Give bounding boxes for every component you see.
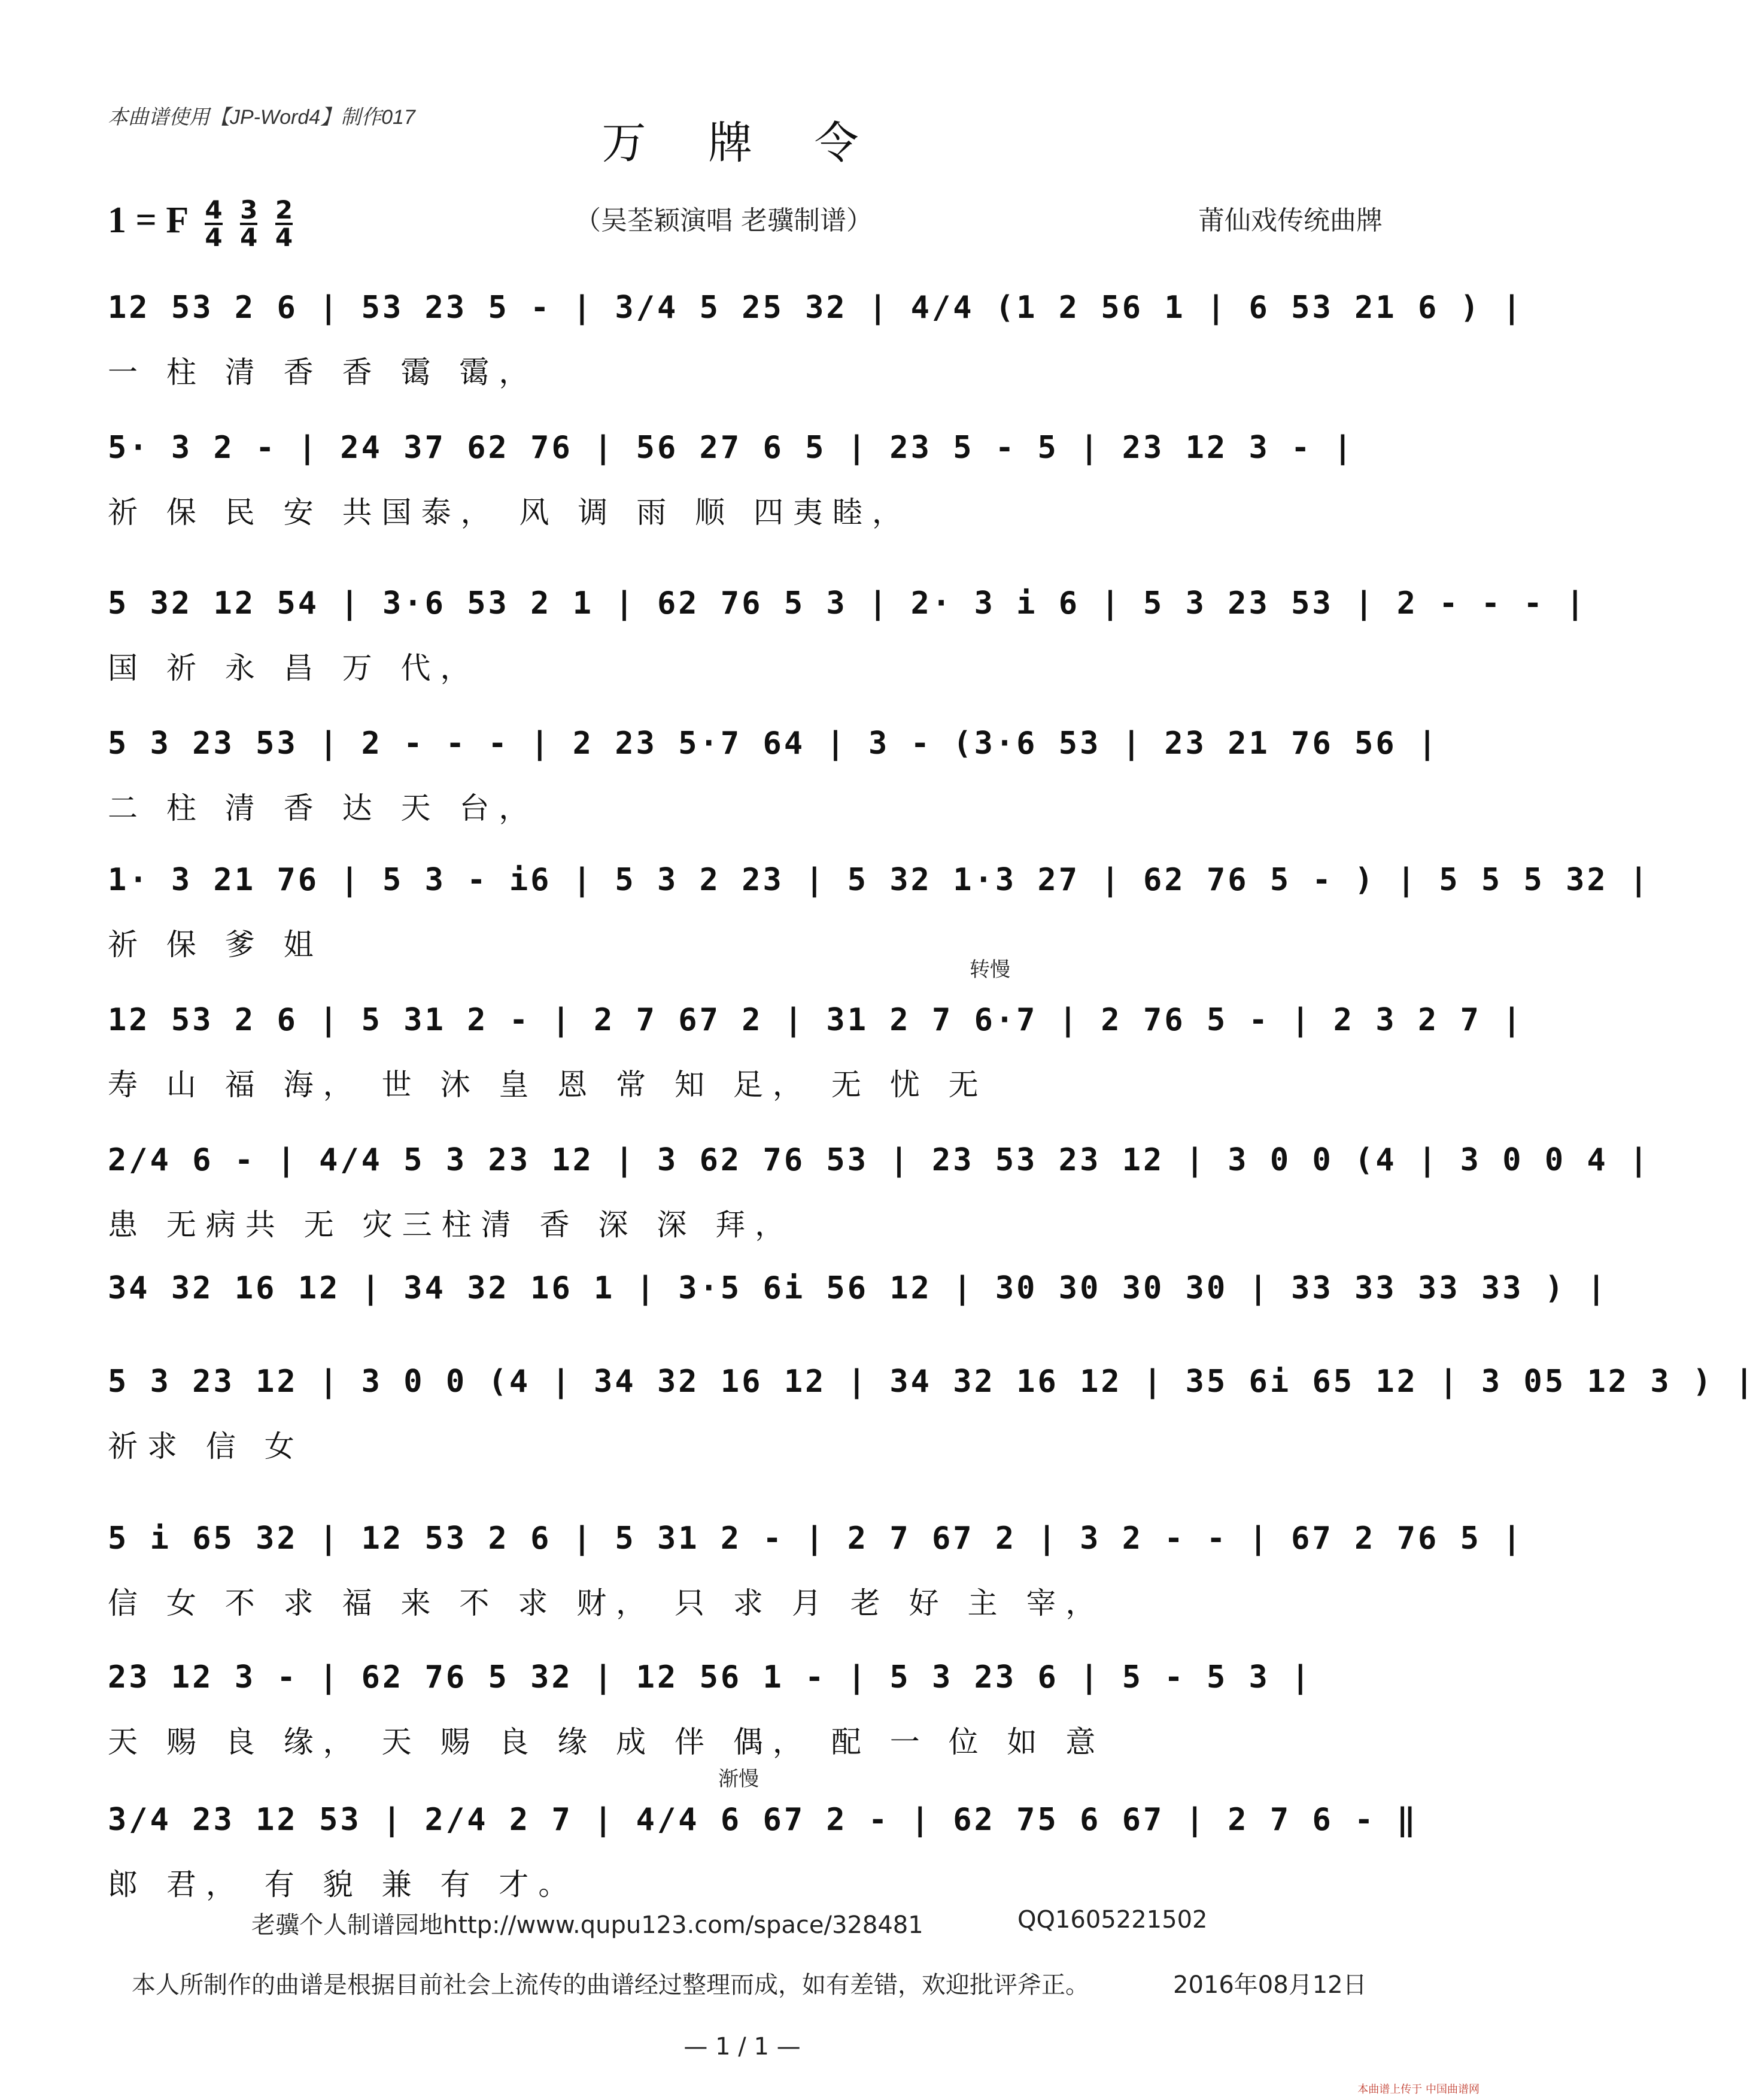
notation-line-5: 1· 3 21 76 | 5 3 - i6 | 5 3 2 23 | 5 32 1·3 27 | 62 76 5 - ) | 5 5 5 32 | (108, 862, 1651, 898)
disclaimer-note: 本人所制作的曲谱是根据目前社会上流传的曲谱经过整理而成，如有差错，欢迎批评斧正。 (132, 1971, 1089, 1999)
tempo-mark-slow: 转慢 (970, 958, 1010, 982)
lyrics-line-6: 寿 山 福 海， 世 沐 皇 恩 常 知 足， 无 忧 无 (108, 1067, 988, 1102)
author-website: 老骥个人制谱园地http://www.qupu123.com/space/328481 (251, 1911, 923, 1939)
tempo-mark-gradually-slow: 渐慢 (718, 1767, 759, 1791)
notation-line-12: 3/4 23 12 53 | 2/4 2 7 | 4/4 6 67 2 - | 62 75 6 67 | 2 7 6 - ‖ (108, 1802, 1418, 1838)
meter-2-4: $\frac{2}{4}$ (275, 195, 293, 252)
performer-subtitle: （吴荃颖演唱 老骥制谱） (575, 205, 873, 236)
meter-4-4: $\frac{4}{4}$ (205, 195, 223, 252)
notation-line-3: 5 32 12 54 | 3·6 53 2 1 | 62 76 5 3 | 2· 3 i 6 | 5 3 23 53 | 2 - - - | (108, 585, 1587, 621)
lyrics-line-7: 患 无病共 无 灾三柱清 香 深 深 拜， (108, 1207, 795, 1242)
notation-line-10: 5 i 65 32 | 12 53 2 6 | 5 31 2 - | 2 7 67 2 | 3 2 - - | 67 2 76 5 | (108, 1521, 1524, 1556)
lyrics-line-3: 国 祈 永 昌 万 代， (108, 651, 480, 685)
notation-line-6: 12 53 2 6 | 5 31 2 - | 2 7 67 2 | 31 2 7 6·7 | 2 76 5 - | 2 3 2 7 | (108, 1002, 1524, 1038)
upload-watermark: 本曲谱上传于 中国曲谱网 (1357, 2083, 1479, 2096)
lyrics-line-9: 祈求 信 女 (108, 1429, 304, 1464)
notation-line-2: 5· 3 2 - | 24 37 62 76 | 56 27 6 5 | 23 5 - 5 | 23 12 3 - | (108, 430, 1355, 466)
key-label: 1 = F (108, 200, 187, 241)
notation-line-9: 5 3 23 12 | 3 0 0 (4 | 34 32 16 12 | 34 32 16 12 | 35 6i 65 12 | 3 05 12 3 ) | (108, 1364, 1756, 1400)
author-qq: QQ1605221502 (1017, 1906, 1208, 1934)
lyrics-line-4: 二 柱 清 香 达 天 台， (108, 791, 539, 826)
meter-3-4: $\frac{3}{4}$ (240, 195, 258, 252)
lyrics-line-5: 祈 保 爹 姐 (108, 927, 323, 962)
page-number: — 1 / 1 — (683, 2033, 801, 2060)
notation-line-1: 12 53 2 6 | 53 23 5 - | 3/4 5 25 32 | 4/4 (1 2 56 1 | 6 53 21 6 ) | (108, 290, 1524, 326)
notation-line-4: 5 3 23 53 | 2 - - - | 2 23 5·7 64 | 3 - (3·6 53 | 23 21 76 56 | (108, 726, 1439, 761)
notation-line-8: 34 32 16 12 | 34 32 16 1 | 3·5 6i 56 12 | 30 30 30 30 | 33 33 33 33 ) | (108, 1270, 1608, 1306)
lyrics-line-2: 祈 保 民 安 共国泰， 风 调 雨 顺 四夷睦， (108, 495, 912, 530)
lyrics-line-1: 一 柱 清 香 香 霭 霭， (108, 355, 539, 390)
score-title: 万 牌 令 (601, 117, 883, 169)
notation-line-11: 23 12 3 - | 62 76 5 32 | 12 56 1 - | 5 3 23 6 | 5 - 5 3 | (108, 1659, 1313, 1695)
lyrics-line-10: 信 女 不 求 福 来 不 求 财， 只 求 月 老 好 主 宰， (108, 1586, 1105, 1620)
notation-line-7: 2/4 6 - | 4/4 5 3 23 12 | 3 62 76 53 | 23 53 23 12 | 3 0 0 (4 | 3 0 0 4 | (108, 1142, 1651, 1178)
key-signature (108, 195, 293, 252)
lyrics-line-11: 天 赐 良 缘， 天 赐 良 缘 成 伴 偶， 配 一 位 如 意 (108, 1725, 1105, 1759)
score-date: 2016年08月12日 (1173, 1971, 1367, 1999)
lyrics-line-12: 郎 君， 有 貌 兼 有 才。 (108, 1867, 578, 1902)
software-credit: 本曲谱使用【JP-Word4】制作017 (108, 106, 415, 129)
origin-label: 莆仙戏传统曲牌 (1198, 205, 1383, 236)
